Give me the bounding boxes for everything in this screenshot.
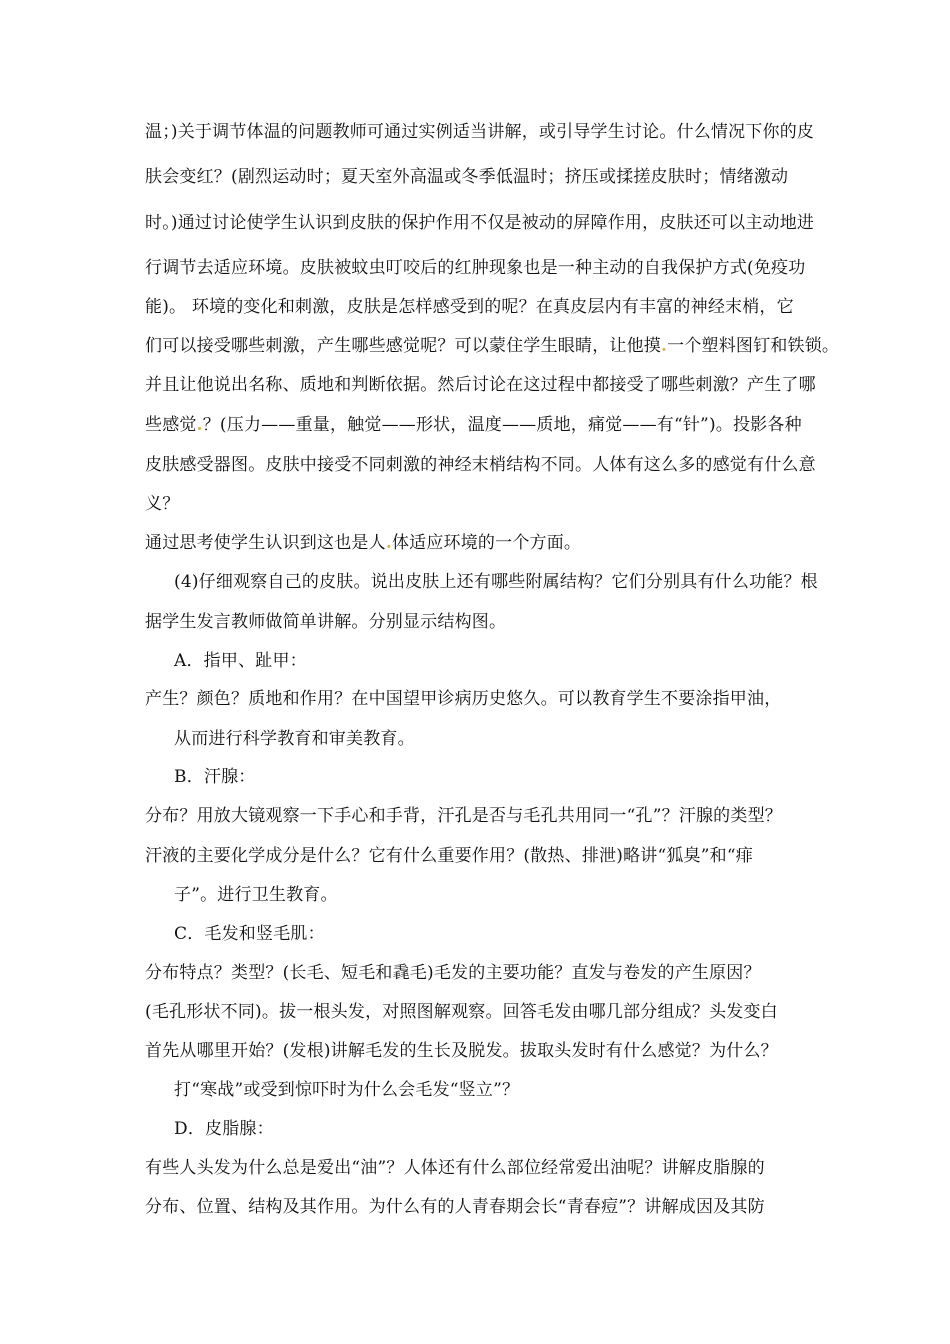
text-line: 据学生发言教师做简单讲解。分别显示结构图。	[145, 612, 507, 632]
text-segment: 体适应环境的一个方面。	[391, 533, 582, 553]
text-line: 并且让他说出名称、质地和判断依据。然后讨论在这过程中都接受了哪些刺激？产生了哪	[145, 375, 816, 395]
decorative-dot: .	[196, 415, 203, 435]
text-line: 从而进行科学教育和审美教育。	[174, 729, 415, 749]
text-line: 首先从哪里开始？(发根)讲解毛发的生长及脱发。拔取头发时有什么感觉？为什么？	[145, 1041, 778, 1061]
section-heading: A．指甲、趾甲：	[174, 651, 307, 671]
text-line: (毛孔形状不同)。拔一根头发，对照图解观察。回答毛发由哪几部分组成？头发变白	[145, 1002, 778, 1022]
text-line: (4)仔细观察自己的皮肤。说出皮肤上还有哪些附属结构？它们分别具有什么功能？根	[174, 572, 818, 592]
decorative-dot: .	[661, 336, 668, 356]
text-line: 能)。 环境的变化和刺激，皮肤是怎样感受到的呢？在真皮层内有丰富的神经末梢，它	[145, 297, 794, 317]
text-line: 子”。进行卫生教育。	[174, 885, 338, 905]
text-segment: ？(压力——重量，触觉——形状，温度——质地，痛觉——有“针”)。投影各种	[202, 415, 802, 435]
text-line: 义？	[145, 494, 180, 514]
text-line	[145, 414, 802, 436]
text-segment: 们可以接受哪些刺激，产生哪些感觉呢？可以蒙住学生眼睛，让他摸	[145, 336, 661, 356]
text-line: 温；)关于调节体温的问题教师可通过实例适当讲解，或引导学生讨论。什么情况下你的皮	[145, 122, 815, 142]
text-line: 产生？颜色？质地和作用？在中国望甲诊病历史悠久。可以教育学生不要涂指甲油，	[145, 689, 782, 709]
text-line: 分布？用放大镜观察一下手心和手背，汗孔是否与毛孔共用同一“孔”？汗腺的类型？	[145, 806, 782, 826]
decorative-dot: .	[385, 533, 392, 553]
text-line: 行调节去适应环境。皮肤被蚊虫叮咬后的红肿现象也是一种主动的自我保护方式(免疫功	[145, 258, 806, 278]
text-segment: 通过思考使学生认识到这也是人	[145, 533, 386, 553]
text-line: 时。)通过讨论使学生认识到皮肤的保护作用不仅是被动的屏障作用，皮肤还可以主动地进	[145, 213, 815, 233]
section-heading: D．皮脂腺：	[174, 1119, 274, 1139]
text-line: 分布、位置、结构及其作用。为什么有的人青春期会长“青春痘”？讲解成因及其防	[145, 1197, 765, 1217]
text-line: 打“寒战”或受到惊吓时为什么会毛发“竖立”？	[174, 1080, 520, 1100]
text-line: 分布特点？类型？(长毛、短毛和毳毛)毛发的主要功能？直发与卷发的产生原因？	[145, 963, 761, 983]
text-segment: 些感觉	[145, 415, 197, 435]
text-line: 汗液的主要化学成分是什么？它有什么重要作用？(散热、排泄)略讲“狐臭”和“痱	[145, 846, 753, 866]
text-segment: 一个塑料图钉和铁锁。	[667, 336, 840, 356]
section-heading: C．毛发和竖毛肌：	[174, 924, 325, 944]
paragraph-2	[145, 532, 581, 554]
text-line: 有些人头发为什么总是爱出“油”？人体还有什么部位经常爱出油呢？讲解皮脂腺的	[145, 1158, 765, 1178]
section-heading: B．汗腺：	[174, 767, 256, 787]
text-line: 皮肤感受器图。皮肤中接受不同刺激的神经末梢结构不同。人体有这么多的感觉有什么意	[145, 455, 816, 475]
text-line: 肤会变红？(剧烈运动时；夏天室外高温或冬季低温时；挤压或揉搓皮肤时；情绪激动	[145, 167, 789, 187]
text-line	[145, 335, 839, 357]
